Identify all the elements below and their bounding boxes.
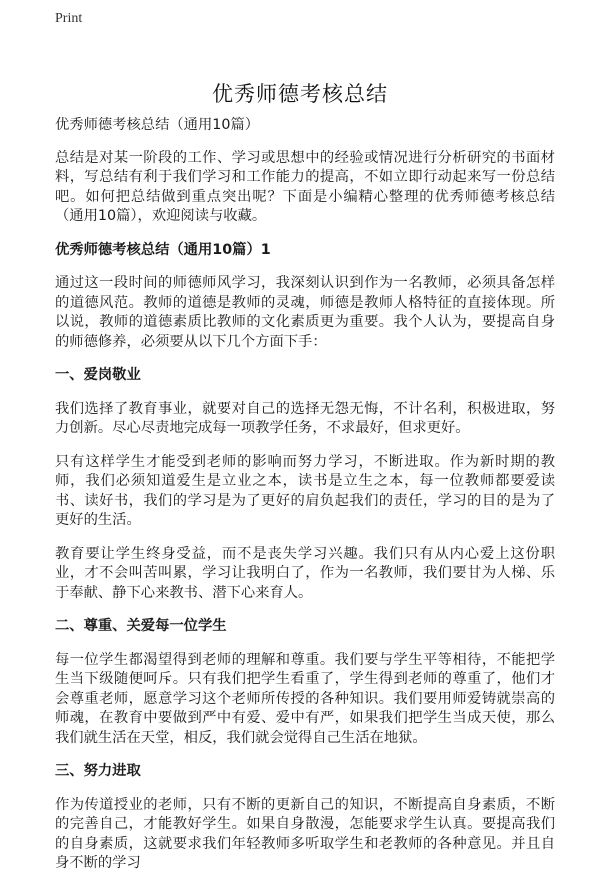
part-heading-3: 三、努力进取 (55, 763, 141, 779)
paragraph: 教育要让学生终身受益，而不是丧失学习兴趣。我们只有从内心爱上这份职业，才不会叫苦叫累，学习让我明白了，作为一名教师，我们要甘为人梯、乐于奉献、静下心来教书、潜下心来育人。 (55, 545, 555, 601)
document-subtitle: 优秀师德考核总结（通用10篇） (55, 117, 260, 133)
paragraph: 每一位学生都渴望得到老师的理解和尊重。我们要与学生平等相待，不能把学生当下级随便呵斥。只有我们把学生看重了，学生得到老师的尊重了，他们才会尊重老师，愿意学习这个老师所传授的各种知识。我们要用师爱铸就崇高的师魂，在教育中要做到严中有爱、爱中有严，如果我们把学生当成天使，那么我们就生活在天堂，相反，我们就会觉得自己生活在地狱。 (55, 651, 555, 746)
intro-paragraph: 总结是对某一阶段的工作、学习或思想中的经验或情况进行分析研究的书面材料，写总结有利于我们学习和工作能力的提高，不如立即行动起来写一份总结吧。如何把总结做到重点突出呢？下面是小编精心整理的优秀师德考核总结（通用10篇），欢迎阅读与收藏。 (55, 149, 555, 224)
part-heading-2: 二、尊重、关爱每一位学生 (55, 618, 227, 634)
paragraph: 作为传道授业的老师，只有不断的更新自己的知识，不断提高自身素质，不断的完善自己，才能教好学生。如果自身散漫，怎能要求学生认真。要提高我们的自身素质，这就要求我们年轻教师多听取学生和老教师的各种意见。并且自身不断的学习 (55, 796, 555, 871)
paragraph: 我们选择了教育事业，就要对自己的选择无怨无悔，不计名利，积极进取，努力创新。尽心尽责地完成每一项教学任务，不求最好，但求更好。 (55, 400, 555, 436)
paragraph: 只有这样学生才能受到老师的影响而努力学习，不断进取。作为新时期的教师，我们必须知道爱生是立业之本，读书是立生之本，每一位教师都要爱读书、读好书，我们的学习是为了更好的肩负起我们的责任，学习的目的是为了更好的生活。 (55, 453, 555, 528)
section-intro-paragraph: 通过这一段时间的师德师风学习，我深刻认识到作为一名教师，必须具备怎样的道德风范。教师的道德是教师的灵魂，师德是教师人格特征的直接体现。所以说，教师的道德素质比教师的文化素质更为重要。我个人认为，要提高自身的师德修养，必须要从以下几个方面下手： (55, 275, 555, 350)
print-label[interactable]: Print (55, 11, 83, 26)
part-heading-1: 一、爱岗敬业 (55, 367, 141, 383)
document-title: 优秀师德考核总结 (212, 82, 388, 106)
section-heading: 优秀师德考核总结（通用10篇）1 (55, 241, 271, 258)
document-body (55, 116, 555, 888)
